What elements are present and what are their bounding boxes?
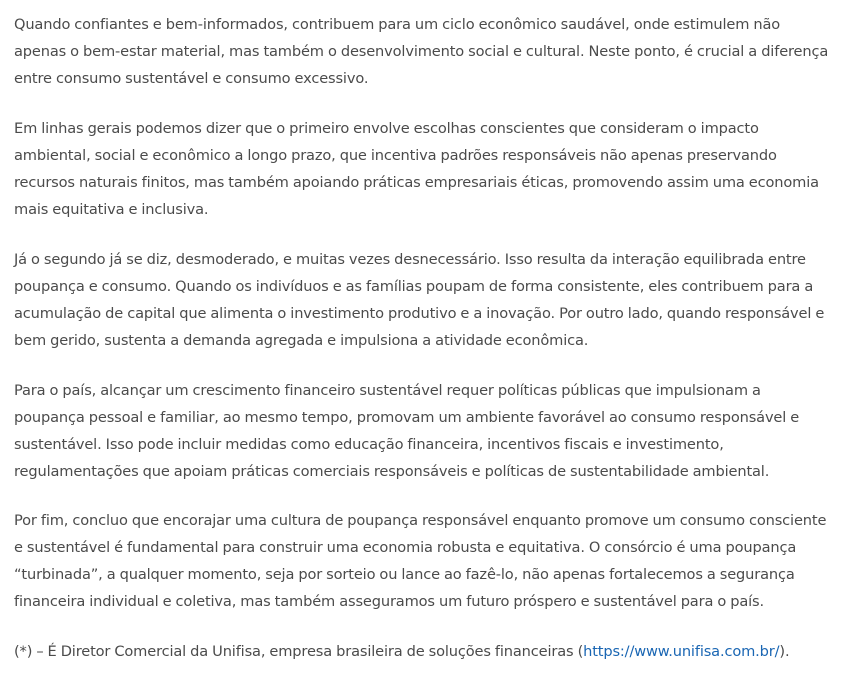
paragraph-3: Já o segundo já se diz, desmoderado, e muitas vezes desnecessário. Isso resulta da interação equilibrada entre poupança e consumo. Quando os indivíduos e as famílias poupam de forma consistente, eles contribuem para a acumulação de capital que alimenta o investimento produtivo e a inovação. Por outro lado, quando responsável e bem gerido, sustenta a demanda agregada e impulsiona a atividade econômica. [14,251,825,349]
author-footnote [14,638,832,665]
paragraph-2: Em linhas gerais podemos dizer que o primeiro envolve escolhas conscientes que consideram o impacto ambiental, social e econômico a longo prazo, que incentiva padrões responsáveis não apenas preservando recursos naturais finitos, mas também apoiando práticas empresariais éticas, promovendo assim uma economia mais equitativa e inclusiva. [14,120,819,218]
footnote-suffix: ). [779,643,790,660]
unifisa-link[interactable]: https://www.unifisa.com.br/ [583,643,780,660]
paragraph-4: Para o país, alcançar um crescimento financeiro sustentável requer políticas públicas que impulsionam a poupança pessoal e familiar, ao mesmo tempo, promovam um ambiente favorável ao consumo responsável e sustentável. Isso pode incluir medidas como educação financeira, incentivos fiscais e investimento, regulamentações que apoiam práticas comerciais responsáveis e políticas de sustentabilidade ambiental. [14,382,800,480]
footnote-prefix: (*) – É Diretor Comercial da Unifisa, empresa brasileira de soluções financeiras ( [14,643,584,660]
paragraph-1: Quando confiantes e bem-informados, contribuem para um ciclo econômico saudável, onde estimulem não apenas o bem-estar material, mas também o desenvolvimento social e cultural. Neste ponto, é crucial a diferença entre consumo sustentável e consumo excessivo. [14,16,829,87]
paragraph-5: Por fim, concluo que encorajar uma cultura de poupança responsável enquanto promove um consumo consciente e sustentável é fundamental para construir uma economia robusta e equitativa. O consórcio é uma poupança “turbinada”, a qualquer momento, seja por sorteio ou lance ao fazê-lo, não apenas fortalecemos a segurança financeira individual e coletiva, mas também asseguramos um futuro próspero e sustentável para o país. [14,512,827,610]
